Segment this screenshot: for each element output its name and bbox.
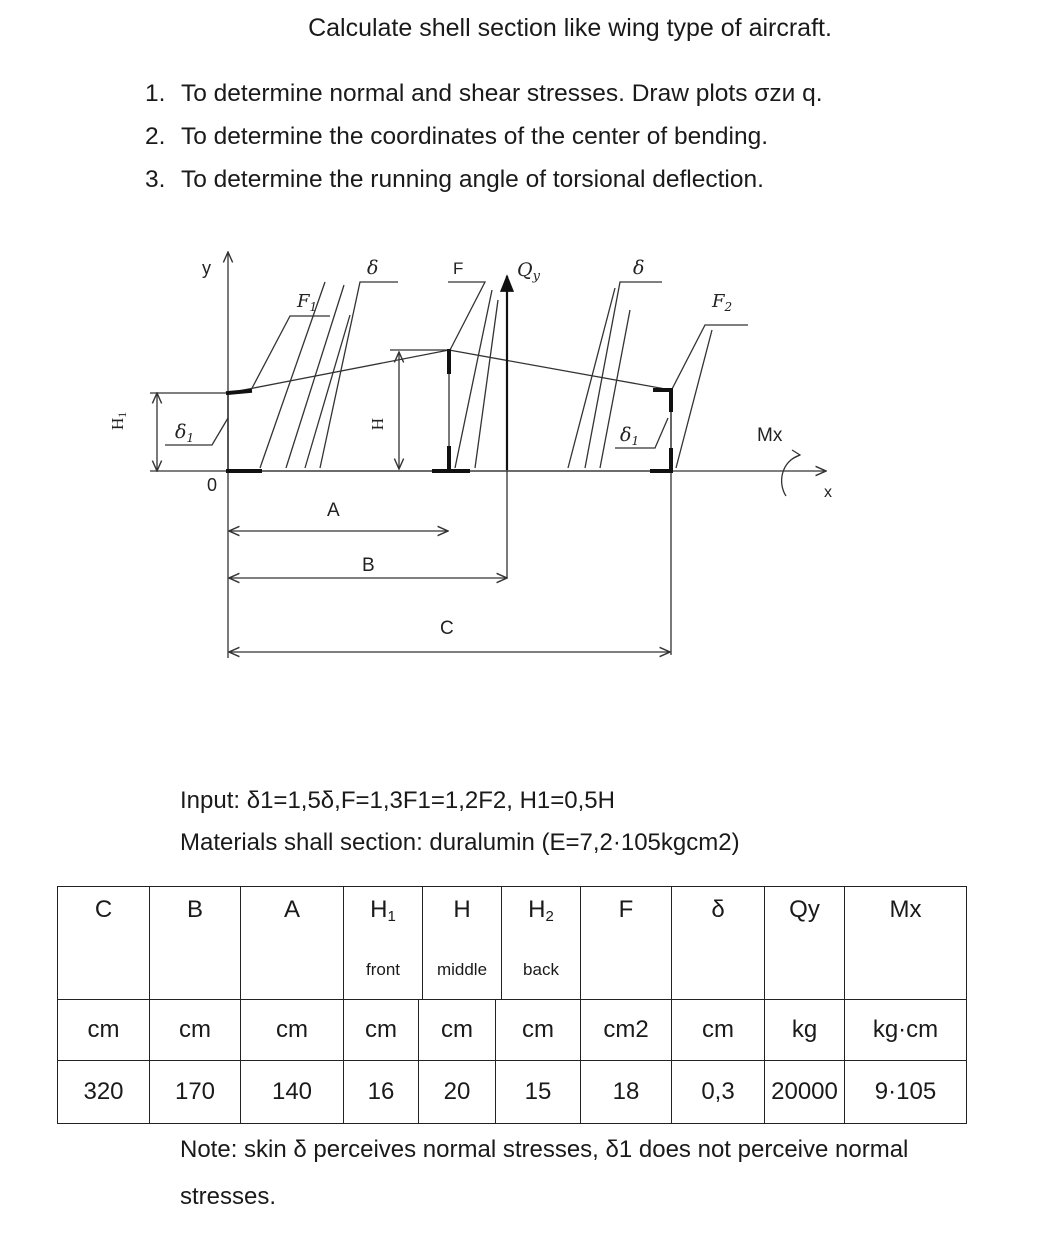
- x-axis-label: x: [824, 484, 832, 501]
- header-c: C: [94, 896, 113, 923]
- f1-label: F: [297, 291, 310, 312]
- delta-label: δ: [367, 257, 379, 279]
- unit-cell: cm: [241, 1000, 344, 1061]
- unit-cell: kg: [765, 1000, 845, 1061]
- value-cell: 16: [344, 1061, 419, 1124]
- delta1-label-right-sub: 1: [631, 434, 640, 448]
- qy-label: Q: [517, 259, 533, 281]
- header-qy: Qy: [789, 896, 820, 923]
- header-delta: δ: [711, 896, 725, 923]
- parameters-table: [57, 886, 967, 1124]
- f1-label-sub: 1: [309, 300, 318, 314]
- header-cell: [845, 887, 967, 1000]
- task-number: 3.: [145, 166, 166, 193]
- header-f: F: [618, 896, 634, 923]
- f-label: F: [453, 259, 464, 278]
- unit-cell: cm: [150, 1000, 241, 1061]
- header-h2-col: [501, 887, 580, 999]
- back-spar-flange-bottom: [652, 450, 671, 471]
- value-cell: 18: [581, 1061, 672, 1124]
- delta-label-right: δ: [633, 257, 645, 279]
- table-units-row: [58, 1000, 967, 1061]
- unit-cell: cm: [58, 1000, 150, 1061]
- h1-label: H: [108, 417, 127, 430]
- value-cell: 320: [58, 1061, 150, 1124]
- value-cell: 0,3: [672, 1061, 765, 1124]
- unit-cell: cm: [419, 1000, 496, 1061]
- note-text: Note: skin δ perceives normal stresses, δ1 does not perceive normal stresses.: [180, 1136, 909, 1210]
- leader-f: [448, 282, 485, 352]
- origin-label: 0: [207, 475, 218, 495]
- leader-f2: [671, 325, 748, 391]
- value-cell: 15: [496, 1061, 581, 1124]
- back-spar-flange-top: [655, 390, 671, 410]
- header-a: A: [283, 896, 300, 923]
- header-h1-position: front: [365, 960, 401, 979]
- task-text: To determine the running angle of torsional deflection.: [181, 166, 764, 193]
- qy-label-sub: y: [532, 269, 540, 284]
- value-cell: 170: [150, 1061, 241, 1124]
- front-spar-flange-top: [228, 391, 250, 393]
- header-h-position: middle: [436, 960, 488, 979]
- header-h1-col: [344, 887, 422, 999]
- header-h1-sub: 1: [387, 908, 396, 925]
- dim-label-c: C: [440, 618, 454, 639]
- header-h-col: [422, 887, 501, 999]
- task-text: To determine the coordinates of the center of bending.: [181, 123, 769, 150]
- header-cell: [150, 887, 241, 1000]
- delta1-label: δ: [175, 421, 187, 443]
- value-cell: 9·105: [845, 1061, 967, 1124]
- page-title: Calculate shell section like wing type of aircraft.: [308, 14, 832, 42]
- unit-cell: cm: [672, 1000, 765, 1061]
- value-cell: 140: [241, 1061, 344, 1124]
- delta1-label-right: δ: [620, 424, 632, 446]
- header-h2: H: [528, 896, 546, 923]
- header-b: B: [186, 896, 203, 923]
- mx-moment-arc: [782, 455, 800, 496]
- table-header-row: [58, 887, 967, 1000]
- header-mx: Mx: [889, 896, 922, 923]
- header-h1: H: [370, 896, 388, 923]
- svg-text:δ1: [175, 421, 194, 445]
- h1-label-sub: 1: [115, 411, 129, 418]
- svg-text:H1: [108, 412, 129, 430]
- delta1-label-sub: 1: [186, 431, 195, 445]
- task-text: To determine normal and shear stresses. Draw plots σzи q.: [181, 80, 823, 107]
- unit-cell: cm: [496, 1000, 581, 1061]
- f2-label: F: [712, 291, 725, 312]
- header-cell: [241, 887, 344, 1000]
- header-h: H: [453, 896, 471, 923]
- materials-line: Materials shall section: duralumin (E=7,2·105kgcm2): [180, 829, 740, 856]
- header-h2-sub: 2: [545, 908, 554, 925]
- y-axis-label: y: [202, 258, 211, 278]
- task-number: 2.: [145, 123, 166, 150]
- h-label: H: [368, 418, 387, 431]
- svg-text:F2: [711, 291, 732, 314]
- value-cell: 20: [419, 1061, 496, 1124]
- mx-label: Mx: [757, 425, 783, 446]
- svg-text:δ1: [620, 424, 639, 448]
- input-conditions: Input: δ1=1,5δ,F=1,3F1=1,2F2, H1=0,5H: [180, 787, 615, 814]
- dim-label-a: A: [327, 500, 340, 521]
- header-cell: [672, 887, 765, 1000]
- value-cell: 20000: [765, 1061, 845, 1124]
- unit-cell: cm2: [581, 1000, 672, 1061]
- header-cell: [581, 887, 672, 1000]
- header-cell-group: [344, 887, 581, 1000]
- header-cell: [58, 887, 150, 1000]
- f2-label-sub: 2: [724, 300, 733, 314]
- svg-text:Qy: [517, 259, 541, 284]
- middle-spar-cap-bottom: [434, 448, 468, 471]
- dim-label-b: B: [362, 555, 375, 576]
- task-number: 1.: [145, 80, 166, 107]
- header-cell: [765, 887, 845, 1000]
- unit-cell: kg·cm: [845, 1000, 967, 1061]
- svg-text:F1: [296, 291, 317, 314]
- header-h2-position: back: [523, 960, 559, 979]
- table-values-row: [58, 1061, 967, 1124]
- unit-cell: cm: [344, 1000, 419, 1061]
